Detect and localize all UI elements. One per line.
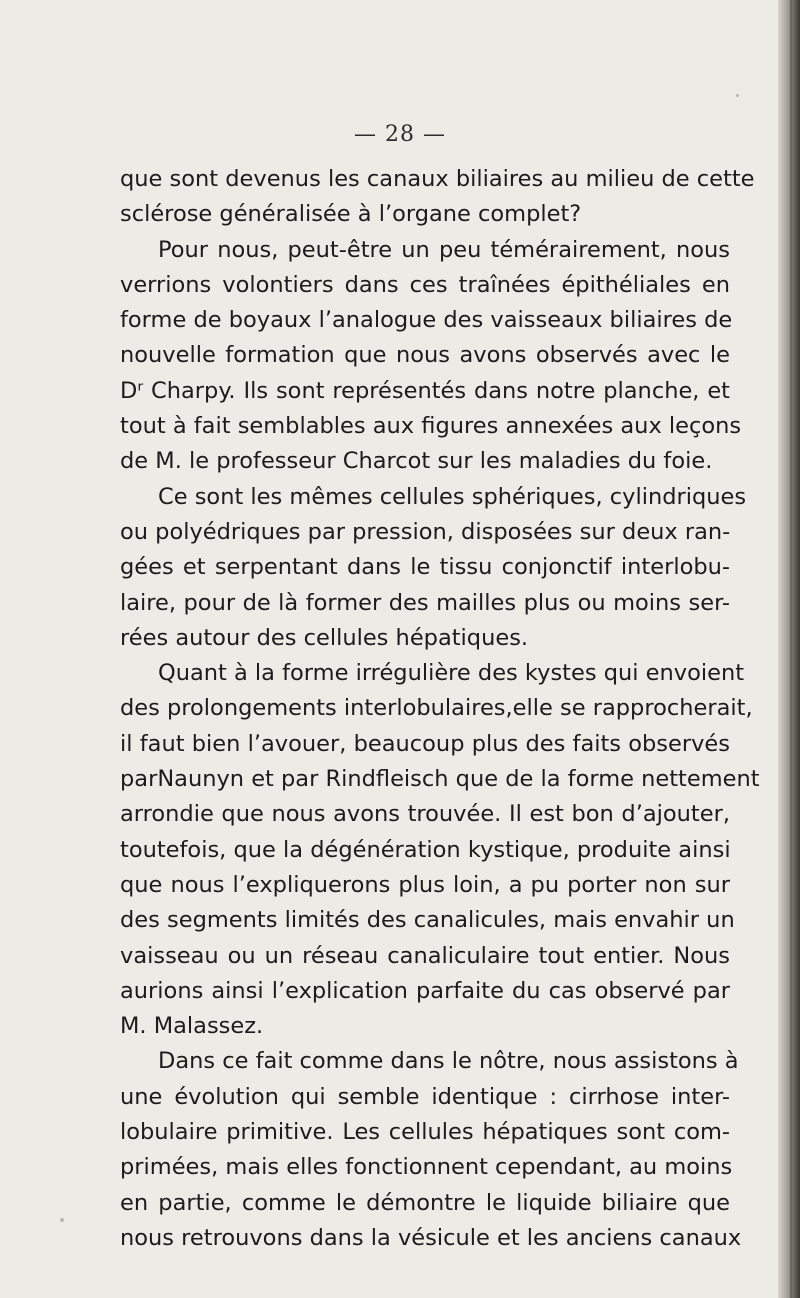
text-line: des prolongements interlobulaires,elle se rapprocherait, [120, 695, 753, 722]
text-line: en partie, comme le démontre le liquide biliaire que [120, 1189, 730, 1216]
text-line: il faut bien l’avouer, beaucoup plus des faits observés [120, 730, 730, 757]
binding-edge [790, 0, 792, 1298]
text-line: gées et serpentant dans le tissu conjonctif interlobu- [120, 554, 730, 581]
text-line: que nous l’expliquerons plus loin, a pu porter non sur [120, 871, 730, 898]
text-line: arrondie que nous avons trouvée. Il est bon d’ajouter, [120, 801, 730, 828]
text-line: sclérose généralisée à l’organe complet? [120, 201, 582, 228]
text-line: une évolution qui semble identique : cirrhose inter- [120, 1083, 730, 1110]
binding-shadow [778, 0, 800, 1298]
text-line: laire, pour de là former des mailles plus ou moins ser- [120, 589, 730, 616]
text-line: des segments limités des canalicules, mais envahir un [120, 907, 735, 934]
text-line: forme de boyaux l’analogue des vaisseaux biliaires de [120, 307, 733, 334]
page-number: — 28 — [354, 122, 446, 147]
text-line: tout à fait semblables aux figures annexées aux leçons [120, 413, 742, 440]
paper-speck [736, 94, 739, 97]
text-line: lobulaire primitive. Les cellules hépatiques sont com- [120, 1119, 730, 1146]
text-line: vaisseau ou un réseau canaliculaire tout entier. Nous [120, 942, 730, 969]
body-text [120, 162, 760, 1256]
text-line: Dʳ Charpy. Ils sont représentés dans notre planche, et [120, 377, 730, 404]
paper-speck [60, 1218, 64, 1222]
text-line: primées, mais elles fonctionnent cependant, au moins [120, 1154, 733, 1181]
text-line: rées autour des cellules hépatiques. [120, 624, 529, 651]
text-line: de M. le professeur Charcot sur les maladies du foie. [120, 448, 713, 475]
text-line: ou polyédriques par pression, disposées sur deux ran- [120, 518, 731, 545]
paragraph-start-line: Pour nous, peut-être un peu téméraireme​nt, nous [158, 236, 730, 263]
text-line: nous retrouvons dans la vésicule et les anciens canaux [120, 1224, 742, 1251]
text-line: que sont devenus les canaux biliaires au milieu de cette [120, 166, 755, 192]
text-line: verrions volontiers dans ces traînées épithéliales en [120, 271, 730, 298]
text-line: nouvelle formation que nous avons observés avec le [120, 342, 730, 369]
paragraph-start-line: Ce sont les mêmes cellules sphériques, cylindriques [158, 483, 747, 510]
text-line: M. Malassez. [120, 1013, 264, 1040]
text-line: toutefois, que la dégénération kystique, produite ainsi [120, 836, 731, 863]
paragraph-start-line: Quant à la forme irrégulière des kystes qui envoient [158, 660, 745, 687]
paragraph-start-line: Dans ce fait comme dans le nôtre, nous assistons à [158, 1048, 739, 1075]
text-line: aurions ainsi l’explication parfaite du cas observé par [120, 977, 730, 1004]
text-line: parNaunyn et par Rindfleisch que de la forme nettement [120, 766, 760, 793]
